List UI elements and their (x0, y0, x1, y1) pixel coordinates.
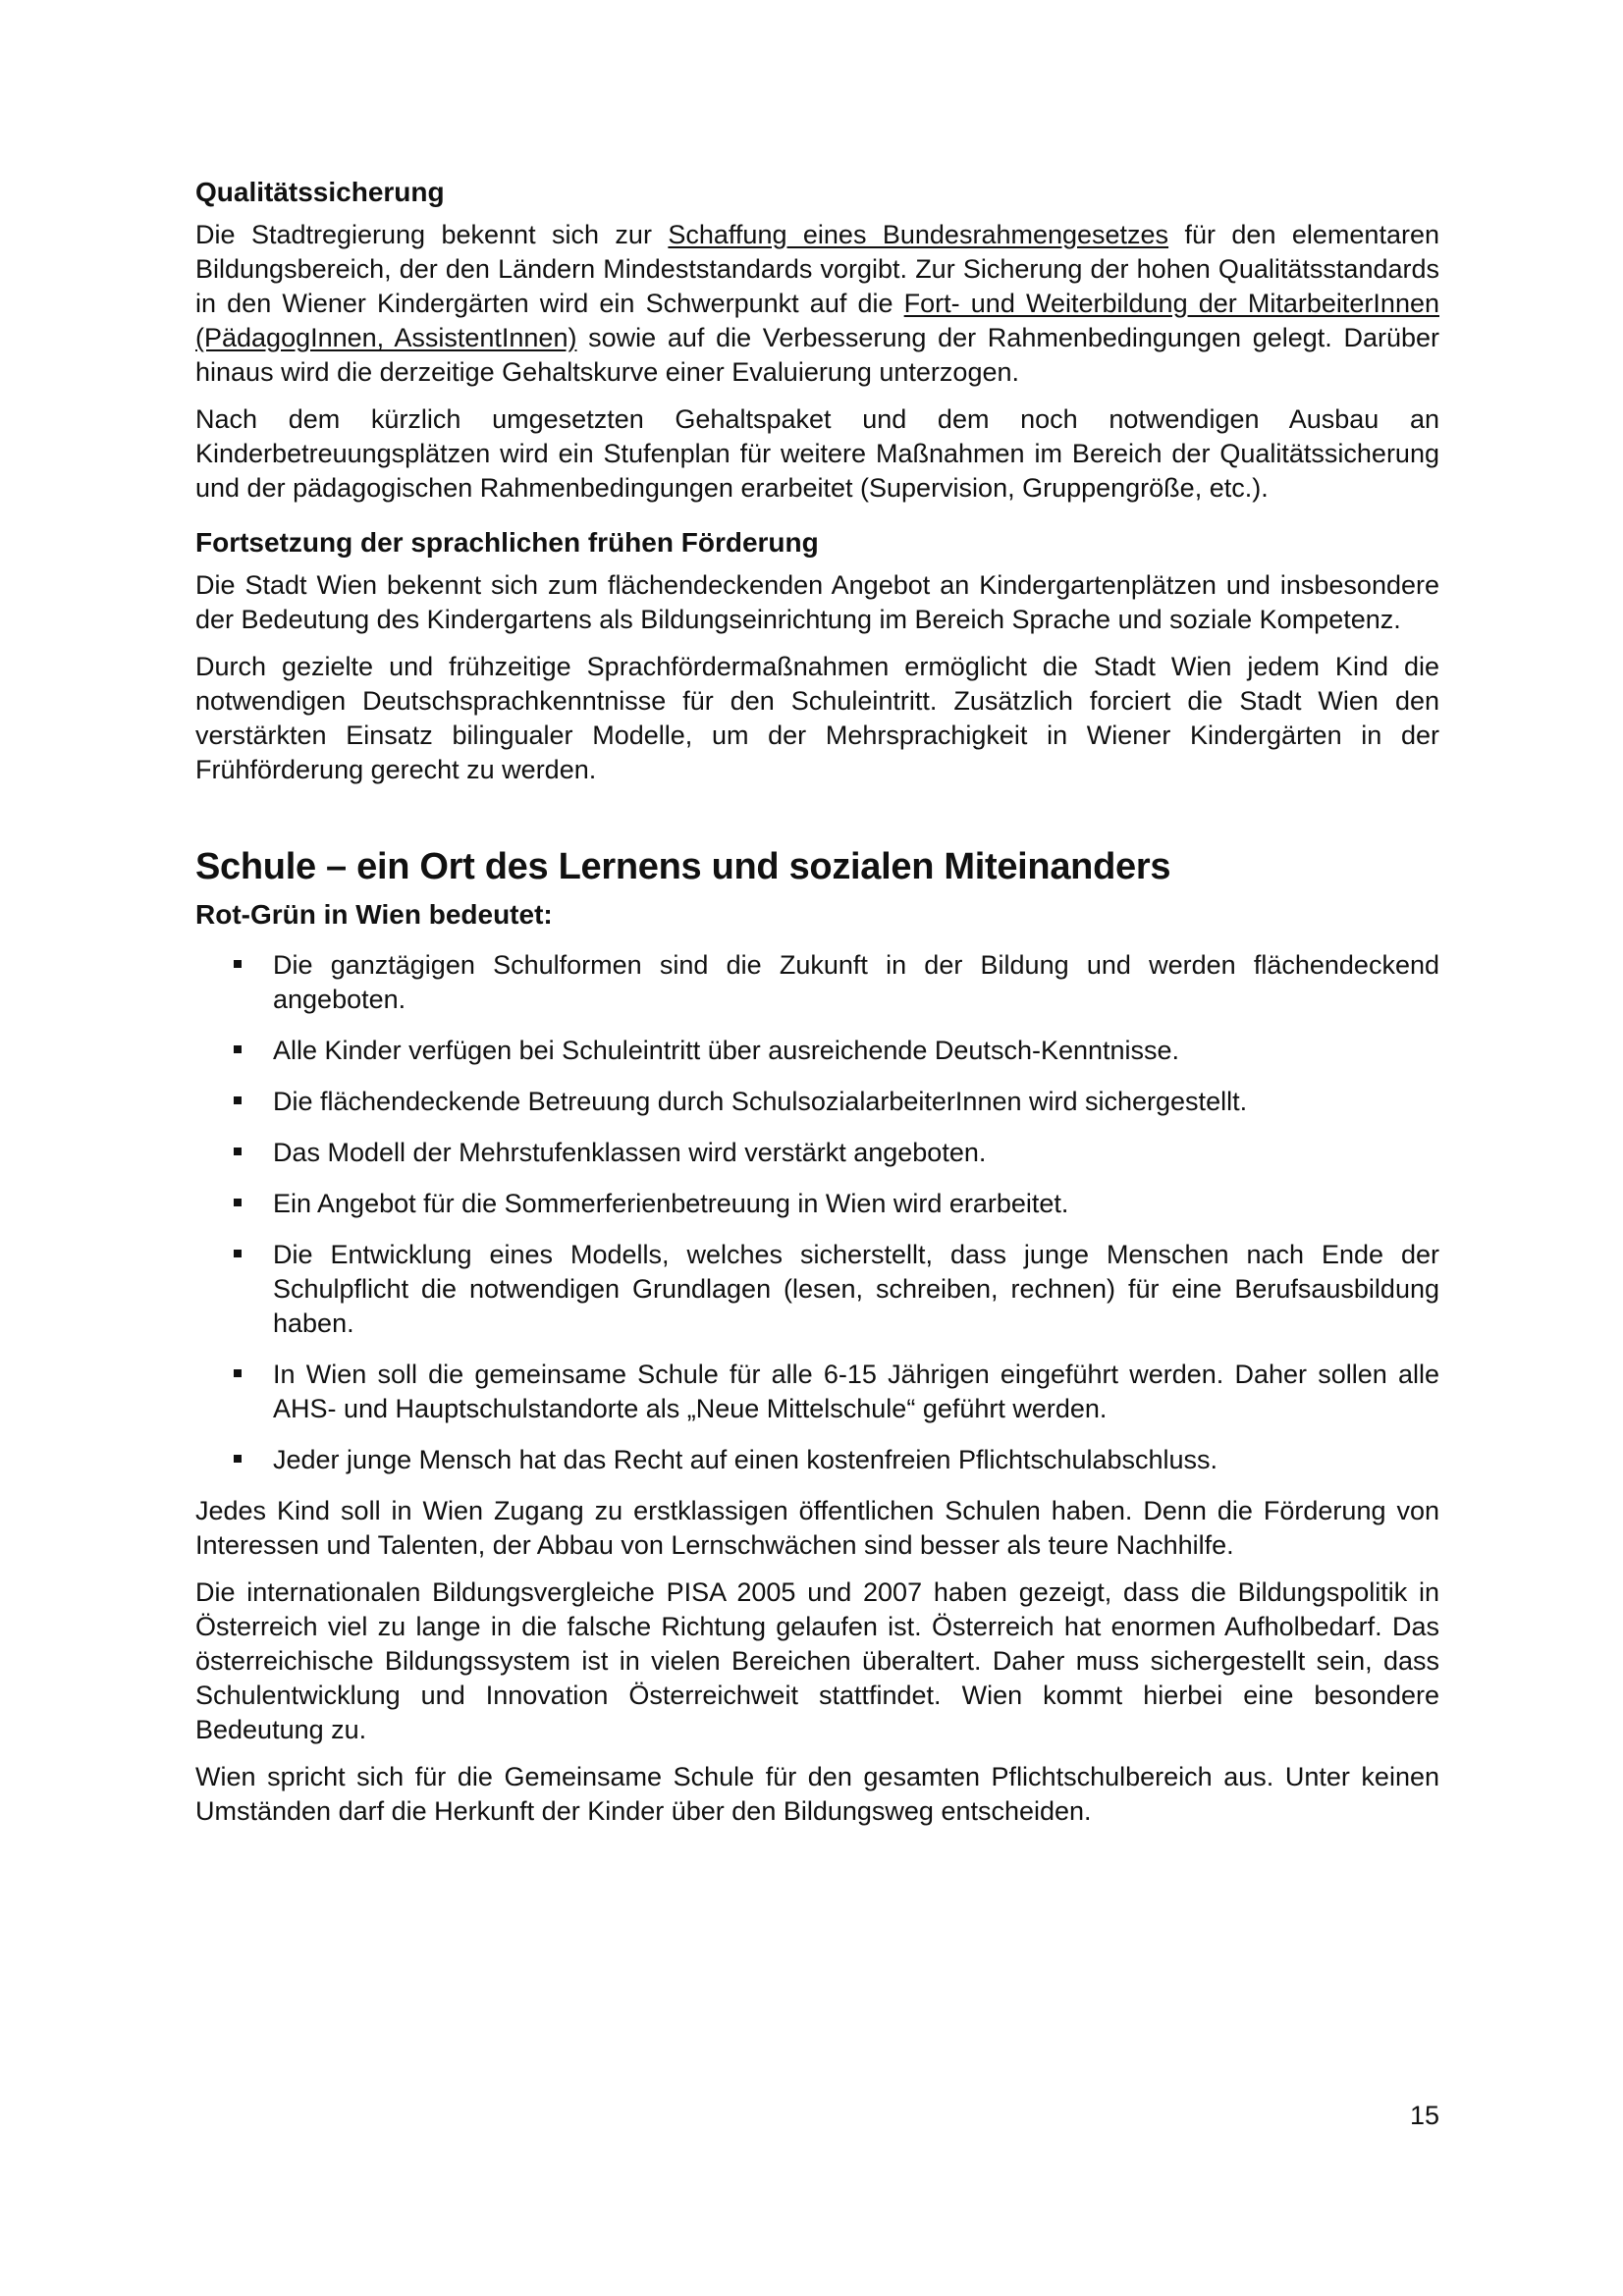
bullet-list (195, 948, 1439, 1477)
list-item (195, 1187, 1439, 1221)
paragraph-schule-1: Jedes Kind soll in Wien Zugang zu erstklassigen öffentlichen Schulen haben. Denn die Förderung von Interessen und Talenten, der Abbau von Lernschwächen sind besser als teure Nachhilfe. (195, 1496, 1439, 1560)
list-item (195, 948, 1439, 1017)
list-item (195, 1085, 1439, 1119)
text-span: Die Stadtregierung bekennt sich zur (195, 220, 669, 249)
underlined-phrase-weiterbildung: Fort- und Weiterbildung der MitarbeiterInnen (PädagogInnen, AssistentInnen) (195, 289, 1439, 352)
paragraph-schule-2: Die internationalen Bildungsvergleiche PISA 2005 und 2007 haben gezeigt, dass die Bildungspolitik in Österreich viel zu lange in die falsche Richtung gelaufen ist. Österreich hat enormen Aufholbedarf. Das österreichische Bildungssystem ist in vielen Bereichen überaltert. Daher muss sichergestellt sein, dass Schulentwicklung und Innovation Österreichweit stattfindet. Wien kommt hierbei eine besondere Bedeutung zu. (195, 1577, 1439, 1744)
text-span: sowie auf die Verbesserung der Rahmenbedingungen gelegt. Darüber hinaus wird die derzeitige Gehaltskurve einer Evaluierung unterzogen. (195, 323, 1439, 387)
square-bullet-icon (234, 1045, 242, 1053)
list-item-text: Die flächendeckende Betreuung durch SchulsozialarbeiterInnen wird sichergestellt. (273, 1087, 1248, 1116)
heading-sprachfoerderung: Fortsetzung der sprachlichen frühen Förderung (195, 527, 819, 558)
square-bullet-icon (234, 1148, 242, 1155)
page-content (195, 175, 1439, 1842)
paragraph-schule-3: Wien spricht sich für die Gemeinsame Schule für den gesamten Pflichtschulbereich aus. Unter keinen Umständen darf die Herkunft der Kinder über den Bildungsweg entscheiden. (195, 1762, 1439, 1826)
list-item-text: Alle Kinder verfügen bei Schuleintritt über ausreichende Deutsch-Kenntnisse. (273, 1036, 1180, 1065)
text-span: für den elementaren Bildungsbereich, der den Ländern Mindeststandards vorgibt. Zur Sicherung der hohen Qualitätsstandards in den Wiener Kindergärten wird ein Schwerpunkt auf die (195, 220, 1439, 318)
page-number: 15 (1409, 2101, 1439, 2130)
square-bullet-icon (234, 1369, 242, 1377)
paragraph-sprachfoerderung-1: Die Stadt Wien bekennt sich zum flächendeckenden Angebot an Kindergartenplätzen und insbesondere der Bedeutung des Kindergartens als Bildungseinrichtung im Bereich Sprache und soziale Kompetenz. (195, 570, 1439, 634)
paragraph-qualitaetssicherung-2: Nach dem kürzlich umgesetzten Gehaltspaket und dem noch notwendigen Ausbau an Kinderbetreuungsplätzen wird ein Stufenplan für weitere Maßnahmen im Bereich der Qualitätssicherung und der pädagogischen Rahmenbedingungen erarbeitet (Supervision, Gruppengröße, etc.). (195, 404, 1439, 503)
list-item (195, 1358, 1439, 1426)
lead-rot-gruen: Rot-Grün in Wien bedeutet: (195, 899, 553, 930)
square-bullet-icon (234, 960, 242, 968)
heading-qualitaetssicherung: Qualitätssicherung (195, 177, 445, 207)
section-title-schule: Schule – ein Ort des Lernens und sozialen Miteinanders (195, 846, 1171, 887)
square-bullet-icon (234, 1096, 242, 1104)
list-item-text: Ein Angebot für die Sommerferienbetreuung in Wien wird erarbeitet. (273, 1189, 1069, 1218)
underlined-phrase-bundesrahmengesetz: Schaffung eines Bundesrahmengesetzes (668, 220, 1169, 249)
paragraph-qualitaetssicherung-1 (195, 218, 1439, 390)
list-item-text: Die ganztägigen Schulformen sind die Zukunft in der Bildung und werden flächendeckend angeboten. (273, 950, 1439, 1014)
square-bullet-icon (234, 1199, 242, 1206)
square-bullet-icon (234, 1250, 242, 1257)
list-item-text: Das Modell der Mehrstufenklassen wird verstärkt angeboten. (273, 1138, 987, 1167)
list-item-text: Die Entwicklung eines Modells, welches sicherstellt, dass junge Menschen nach Ende der Schulpflicht die notwendigen Grundlagen (lesen, schreiben, rechnen) für eine Berufsausbildung haben. (273, 1240, 1439, 1338)
list-item (195, 1443, 1439, 1477)
list-item (195, 1034, 1439, 1068)
square-bullet-icon (234, 1455, 242, 1463)
list-item-text: Jeder junge Mensch hat das Recht auf einen kostenfreien Pflichtschulabschluss. (273, 1445, 1218, 1474)
paragraph-sprachfoerderung-2: Durch gezielte und frühzeitige Sprachfördermaßnahmen ermöglicht die Stadt Wien jedem Kind die notwendigen Deutschsprachkenntnisse für den Schuleintritt. Zusätzlich forciert die Stadt Wien den verstärkten Einsatz bilingualer Modelle, um der Mehrsprachigkeit in Wiener Kindergärten in der Frühförderung gerecht zu werden. (195, 652, 1439, 784)
list-item (195, 1238, 1439, 1341)
list-item (195, 1136, 1439, 1170)
list-item-text: In Wien soll die gemeinsame Schule für alle 6-15 Jährigen eingeführt werden. Daher sollen alle AHS- und Hauptschulstandorte als „Neue Mittelschule“ geführt werden. (273, 1360, 1439, 1423)
